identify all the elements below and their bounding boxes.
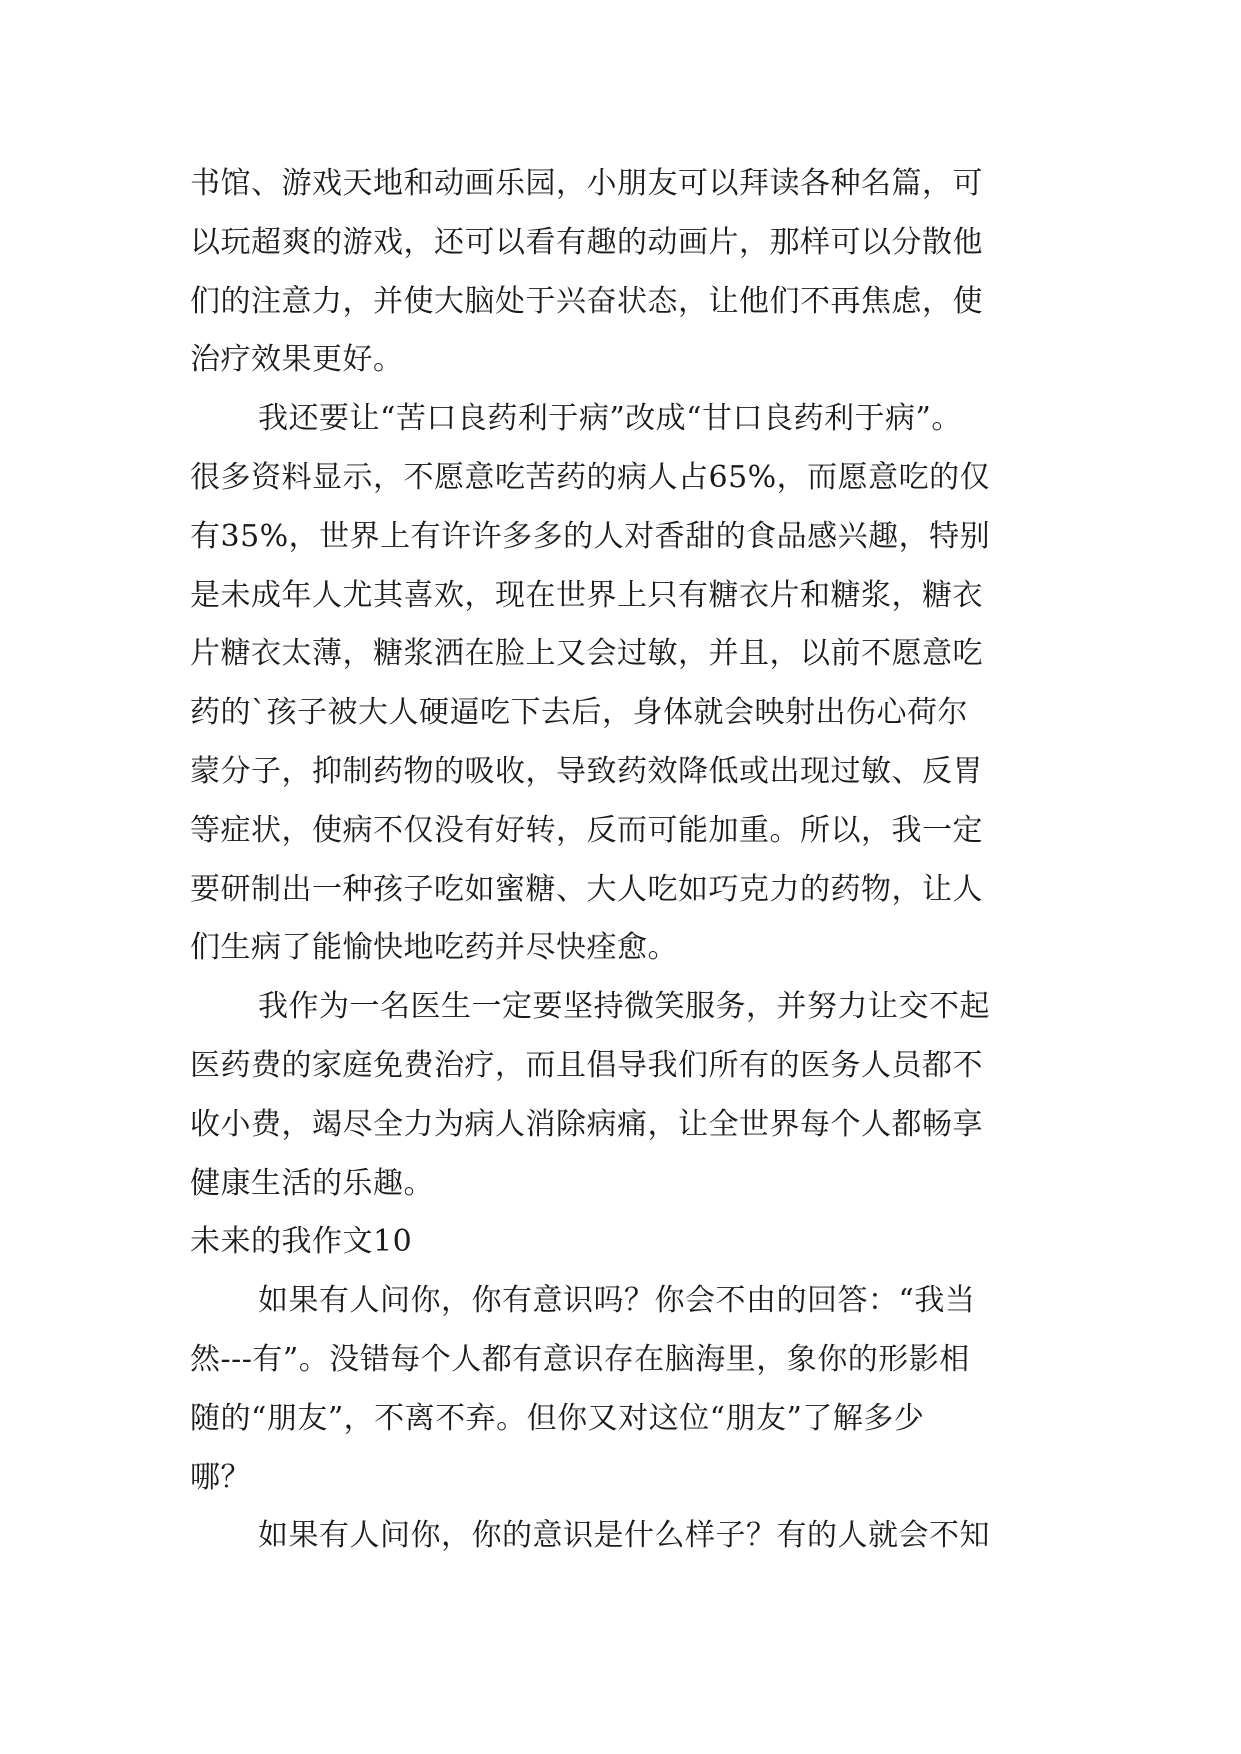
text-line: 片糖衣太薄，糖浆洒在脸上又会过敏，并且，以前不愿意吃 <box>190 636 983 672</box>
text-line: 收小费，竭尽全力为病人消除病痛，让全世界每个人都畅享 <box>190 1106 983 1142</box>
text-line: 们的注意力，并使大脑处于兴奋状态，让他们不再焦虑，使 <box>190 283 983 319</box>
text-line: 很多资料显示，不愿意吃苦药的病人占65%，而愿意吃的仅 <box>190 459 991 495</box>
text-line: 等症状，使病不仅没有好转，反而可能加重。所以，我一定 <box>190 812 983 848</box>
text-line: 哪？ <box>190 1459 251 1495</box>
text-line: 随的“朋友”，不离不弃。但你又对这位“朋友”了解多少 <box>190 1400 925 1436</box>
text-line: 然---有”。没错每个人都有意识存在脑海里，象你的形影相 <box>190 1341 970 1377</box>
text-line: 以玩超爽的游戏，还可以看有趣的动画片，那样可以分散他 <box>190 224 983 260</box>
paragraph-first-line: 如果有人问你，你有意识吗？你会不由的回答：“我当 <box>258 1283 976 1319</box>
paragraph-first-line: 如果有人问你，你的意识是什么样子？有的人就会不知 <box>258 1518 990 1554</box>
text-line: 要研制出一种孩子吃如蜜糖、大人吃如巧克力的药物，让人 <box>190 871 983 907</box>
text-line: 是未成年人尤其喜欢，现在世界上只有糖衣片和糖浆，糖衣 <box>190 577 983 613</box>
text-line: 治疗效果更好。 <box>190 342 404 378</box>
section-heading: 未来的我作文10 <box>190 1224 413 1260</box>
body-text <box>190 155 1070 1566</box>
paragraph-first-line: 我作为一名医生一定要坚持微笑服务，并努力让交不起 <box>258 989 990 1025</box>
text-line: 蒙分子，抑制药物的吸收，导致药效降低或出现过敏、反胃 <box>190 753 983 789</box>
text-line: 们生病了能愉快地吃药并尽快痊愈。 <box>190 930 678 966</box>
text-line: 有35%，世界上有许许多多的人对香甜的食品感兴趣，特别 <box>190 518 991 554</box>
text-line: 药的`孩子被大人硬逼吃下去后，身体就会映射出伤心荷尔 <box>190 695 968 731</box>
text-line: 健康生活的乐趣。 <box>190 1165 434 1201</box>
text-line: 医药费的家庭免费治疗，而且倡导我们所有的医务人员都不 <box>190 1047 983 1083</box>
text-line: 书馆、游戏天地和动画乐园，小朋友可以拜读各种名篇，可 <box>190 166 983 201</box>
paragraph-first-line: 我还要让“苦口良药利于病”改成“甘口良药利于病”。 <box>258 401 962 437</box>
